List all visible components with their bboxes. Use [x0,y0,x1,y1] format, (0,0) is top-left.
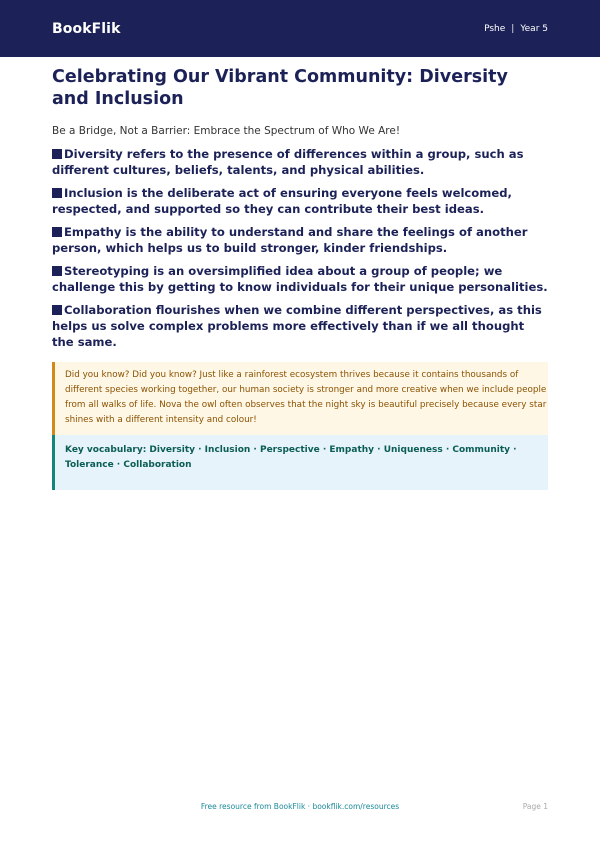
key-point-item [52,146,548,178]
key-points-list [52,146,548,350]
key-point-text: Empathy is the ability to understand and share the feelings of another person, which helps us to build stronger, kinder friendships. [52,225,528,255]
worksheet-content [52,66,548,490]
key-point-text: Stereotyping is an oversimplified idea about a group of people; we challenge this by getting to know individuals for their unique personalities. [52,264,548,294]
key-point-text: Collaboration flourishes when we combine different perspectives, as this helps us solve complex problems more effectively than if we all thought the same. [52,303,542,349]
key-point-item [52,224,548,256]
year-label: Year 5 [520,23,548,34]
page-footer [52,802,548,814]
did-you-know-box: Did you know? Did you know? Just like a rainforest ecosystem thrives because it contains thousands of different species working together, our human society is stronger and more creative when we include people from all walks of life. Nova the owl often observes that the night sky is beautiful precisely because every star shines with a different intensity and colour! [52,362,548,435]
subject-label: Pshe [484,23,506,34]
page-title: Celebrating Our Vibrant Community: Diversity and Inclusion [52,67,508,109]
footer-credit-link[interactable]: Free resource from BookFlik · bookflik.com/resources [200,802,400,811]
key-point-item [52,263,548,295]
key-point-text: Diversity refers to the presence of differences within a group, such as different cultures, beliefs, talents, and physical abilities. [52,147,524,177]
key-point-text: Inclusion is the deliberate act of ensuring everyone feels welcomed, respected, and supported so they can contribute their best ideas. [52,186,512,216]
key-point-item [52,185,548,217]
square-bullet-icon [52,188,62,198]
subject-year-meta [484,24,548,34]
square-bullet-icon [52,266,62,276]
brand-logo-text: BookFlik [52,20,121,37]
key-point-item [52,302,548,350]
top-header-bar [0,0,600,57]
page-subtitle: Be a Bridge, Not a Barrier: Embrace the Spectrum of Who We Are! [52,125,401,137]
square-bullet-icon [52,149,62,159]
page-number: Page 1 [522,802,548,811]
meta-separator: | [511,23,515,34]
key-vocabulary-box: Key vocabulary: Diversity · Inclusion · Perspective · Empathy · Uniqueness · Community · Tolerance · Collaboration [52,435,548,490]
square-bullet-icon [52,227,62,237]
square-bullet-icon [52,305,62,315]
